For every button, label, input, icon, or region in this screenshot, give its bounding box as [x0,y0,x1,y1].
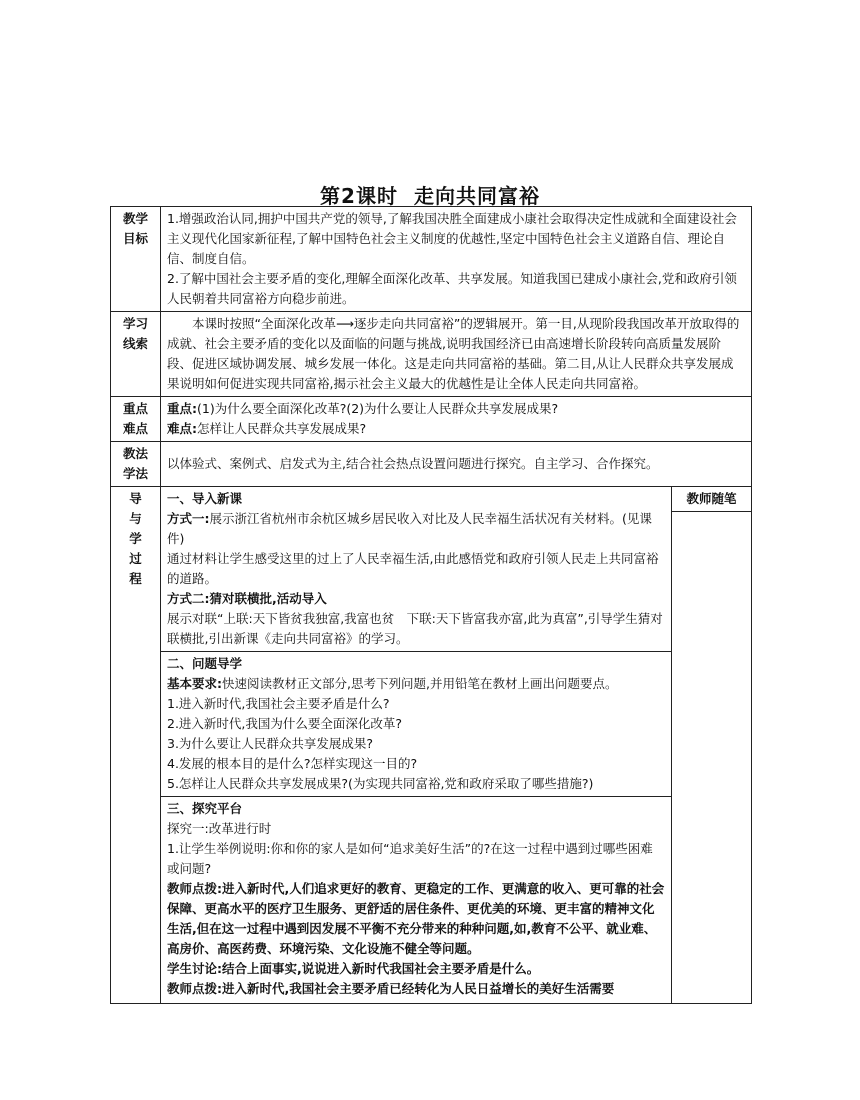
keypoints-row [111,397,752,442]
process-label: 导 与 学 过 程 [111,487,161,1004]
lesson-title: 走向共同富裕 [413,184,540,208]
intro-way2-text: 展示对联“上联:天下皆贫我独富,我富也贫 下联:天下皆富我亦富,此为真富”,引导学生猜对联横批,引出新课《走向共同富裕》的学习。 [167,611,663,646]
explore-section [161,797,672,1004]
teacher-tip-2: 教师点拨:进入新时代,我国社会主要矛盾已经转化为人民日益增长的美好生活需要 [167,981,615,996]
page-title [0,180,860,209]
goals-label: 教学 目标 [111,207,161,312]
process-row-intro [111,487,752,512]
intro-way2-heading: 方式二:猜对联横批,活动导入 [167,591,327,606]
goals-row [111,207,752,312]
teacher-tip: 教师点拨:进入新时代,人们追求更好的教育、更稳定的工作、更满意的收入、更可靠的社会保障、更高水平的医疗卫生服务、更舒适的居住条件、更优美的环境、更丰富的精神文化生活,但在这一过程中遇到因发展不平衡不充分带来的种种问题,如,教育不公平、就业难、高房价、高医药费、环境污染、文化设施不健全等问题。 [167,881,665,956]
process-row-explore [111,797,752,1004]
questions-requirement: 基本要求:快速阅读教材正文部分,思考下列问题,并用铅笔在教材上画出问题要点。 [167,676,618,691]
key-point: 重点:(1)为什么要全面深化改革?(2)为什么要让人民群众共享发展成果? [167,401,559,416]
intro-way1: 方式一:展示浙江省杭州市余杭区城乡居民收入对比及人民幸福生活状况有关材料。(见课件) [167,511,652,546]
intro-way1-follow: 通过材料让学生感受这里的过上了人民幸福生活,由此感悟党和政府引领人民走上共同富裕的道路。 [167,551,659,586]
process-row-questions [111,652,752,797]
intro-section [161,487,672,652]
teacher-notes-area [672,512,752,1004]
question-item: 2.进入新时代,我国为什么要全面深化改革? [167,716,403,731]
keypoints-label: 重点 难点 [111,397,161,442]
teacher-notes-header: 教师随笔 [672,487,752,512]
methods-text: 以体验式、案例式、启发式为主,结合社会热点设置问题进行探究。自主学习、合作探究。 [167,456,659,471]
goal-item: 2.了解中国社会主要矛盾的变化,理解全面深化改革、共享发展。知道我国已建成小康社会,党和政府引领人民朝着共同富裕方向稳步前进。 [167,271,737,306]
clue-row [111,312,752,397]
intro-heading: 一、导入新课 [167,491,243,506]
clue-label: 学习 线索 [111,312,161,397]
clue-text: 本课时按照“全面深化改革⟶逐步走向共同富裕”的逻辑展开。第一目,从现阶段我国改革开放取得的成就、社会主要矛盾的变化以及面临的问题与挑战,说明我国经济已由高速增长阶段转向高质量发展阶段、促进区域协调发展、城乡发展一体化。这是走向共同富裕的基础。第二目,从让人民群众共享发展成果说明如何促进实现共同富裕,揭示社会主义最大的优越性是让全体人民走向共同富裕。 [167,316,740,391]
methods-label: 教法 学法 [111,442,161,487]
difficult-point: 难点:怎样让人民群众共享发展成果? [167,421,367,436]
question-item: 3.为什么要让人民群众共享发展成果? [167,736,374,751]
explore-sub: 探究一:改革进行时 [167,821,272,836]
question-item: 5.怎样让人民群众共享发展成果?(为实现共同富裕,党和政府采取了哪些措施?) [167,776,594,791]
explore-question: 1.让学生举例说明:你和你的家人是如何“追求美好生活”的?在这一过程中遇到过哪些困难或问题? [167,841,653,876]
goals-content [161,207,752,312]
methods-row [111,442,752,487]
methods-content [161,442,752,487]
keypoints-content [161,397,752,442]
clue-content [161,312,752,397]
explore-heading: 三、探究平台 [167,801,243,816]
question-item: 1.进入新时代,我国社会主要矛盾是什么? [167,696,390,711]
questions-section [161,652,672,797]
lesson-number: 第2课时 [320,184,398,208]
student-discussion: 学生讨论:结合上面事实,说说进入新时代我国社会主要矛盾是什么。 [167,961,540,976]
questions-heading: 二、问题导学 [167,656,243,671]
lesson-plan-table [110,206,752,1004]
goal-item: 1.增强政治认同,拥护中国共产党的领导,了解我国决胜全面建成小康社会取得决定性成就和全面建设社会主义现代化国家新征程,了解中国特色社会主义制度的优越性,坚定中国特色社会主义道路自信、理论自信、制度自信。 [167,211,737,266]
question-item: 4.发展的根本目的是什么?怎样实现这一目的? [167,756,418,771]
